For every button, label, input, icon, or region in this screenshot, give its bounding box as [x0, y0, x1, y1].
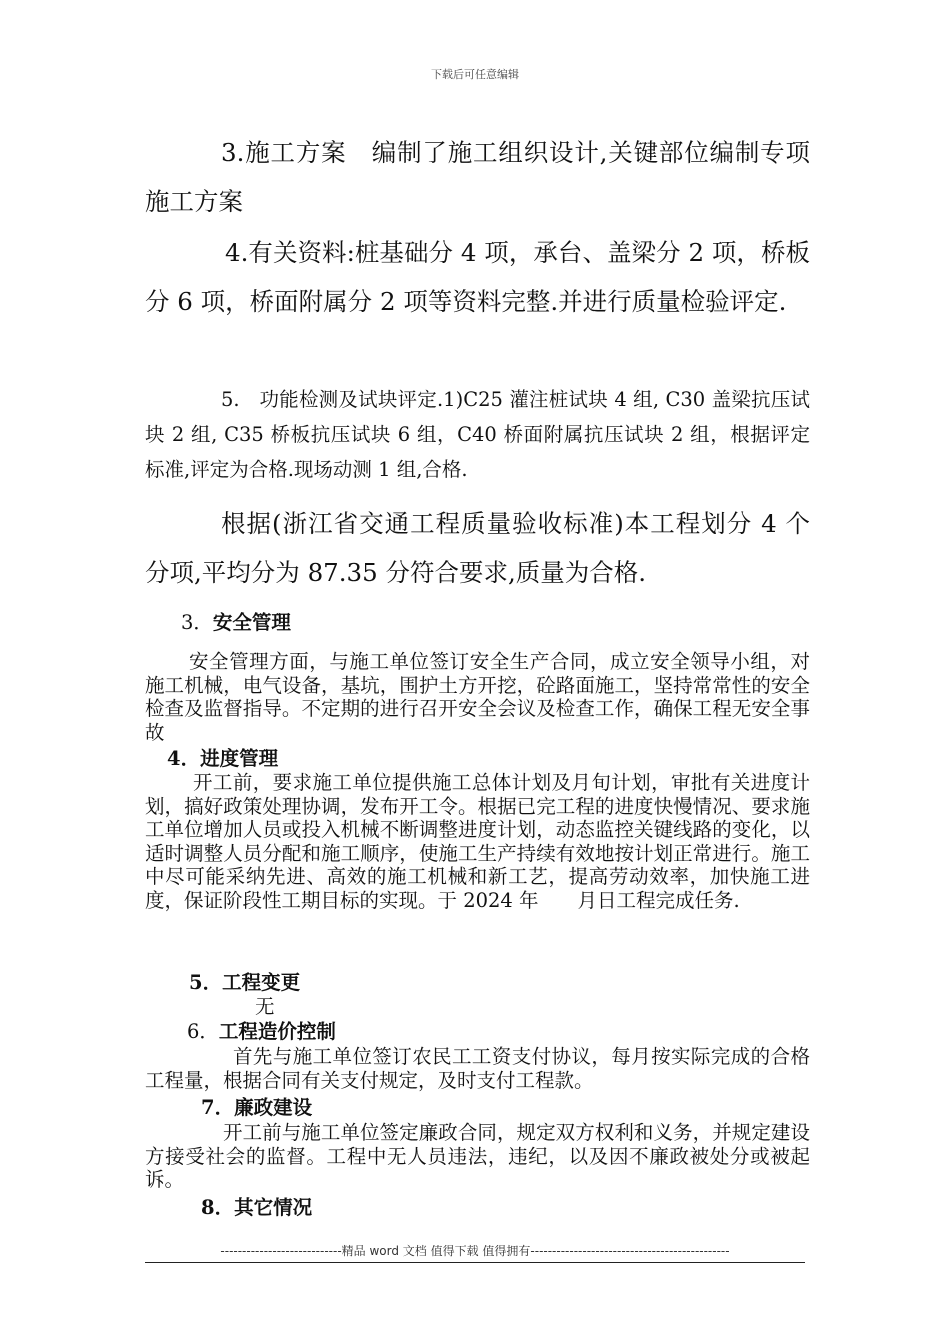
heading-integrity: 7．廉政建设 — [201, 1096, 313, 1119]
paragraph-construction-plan: 3.施工方案 编制了施工组织设计,关键部位编制专项施工方案 — [145, 138, 810, 216]
heading-safety-number: 3． — [181, 611, 213, 634]
heading-other: 8．其它情况 — [201, 1196, 313, 1219]
paragraph-related-materials: 4.有关资料:桩基础分 4 项，承台、盖梁分 2 项，桥板分 6 项，桥面附属分 2 项等资料完整.并进行质量检验评定. — [145, 238, 810, 316]
paragraph-change: 无 — [255, 995, 275, 1018]
paragraph-quality-summary: 根据(浙江省交通工程质量验收标准)本工程划分 4 个分项,平均分为 87.35 分符合要求,质量为合格. — [145, 509, 810, 587]
heading-change: 5．工程变更 — [189, 971, 301, 994]
paragraph-integrity: 开工前与施工单位签定廉政合同，规定双方权利和义务，并规定建设方接受社会的监督。工程中无人员违法，违纪，以及因不廉政被处分或被起诉。 — [145, 1121, 810, 1191]
page-header: 下载后可任意编辑 — [431, 68, 519, 81]
heading-cost-text: 工程造价控制 — [218, 1020, 336, 1043]
footer-rule — [145, 1262, 805, 1263]
heading-safety-text: 安全管理 — [212, 611, 291, 634]
paragraph-cost: 首先与施工单位签订农民工工资支付协议，每月按实际完成的合格工程量，根据合同有关支付规定，及时支付工程款。 — [145, 1045, 810, 1092]
heading-cost-number: 6． — [187, 1020, 219, 1043]
paragraph-function-testing: 5. 功能检测及试块评定.1)C25 灌注桩试块 4 组, C30 盖梁抗压试块 2 组, C35 桥板抗压试块 6 组，C40 桥面附属抗压试块 2 组，根据评定标准,评定为合格.现场动测 1 组,合格. — [145, 388, 810, 481]
heading-progress: 4．进度管理 — [167, 747, 279, 770]
paragraph-safety: 安全管理方面，与施工单位签订安全生产合同，成立安全领导小组，对施工机械，电气设备，基坑，围护土方开挖，砼路面施工，坚持常常性的安全检查及监督指导。不定期的进行召开安全会议及检查工作，确保工程无安全事故 — [145, 650, 810, 744]
heading-safety — [145, 605, 846, 640]
page-footer: ----------------------------精品 word 文档 值得下载 值得拥有---------------------------------------------- — [220, 1244, 730, 1258]
paragraph-progress: 开工前，要求施工单位提供施工总体计划及月旬计划，审批有关进度计划，搞好政策处理协调，发布开工令。根据已完工程的进度快慢情况、要求施工单位增加人员或投入机械不断调整进度计划，动态监控关键线路的变化，以适时调整人员分配和施工顺序，使施工生产持续有效地按计划正常进行。施工中尽可能采纳先进、高效的施工机械和新工艺，提高劳动效率，加快施工进度，保证阶段性工期目标的实现。于 2024 年 月日工程完成任务. — [145, 771, 810, 912]
heading-cost — [145, 1020, 852, 1044]
